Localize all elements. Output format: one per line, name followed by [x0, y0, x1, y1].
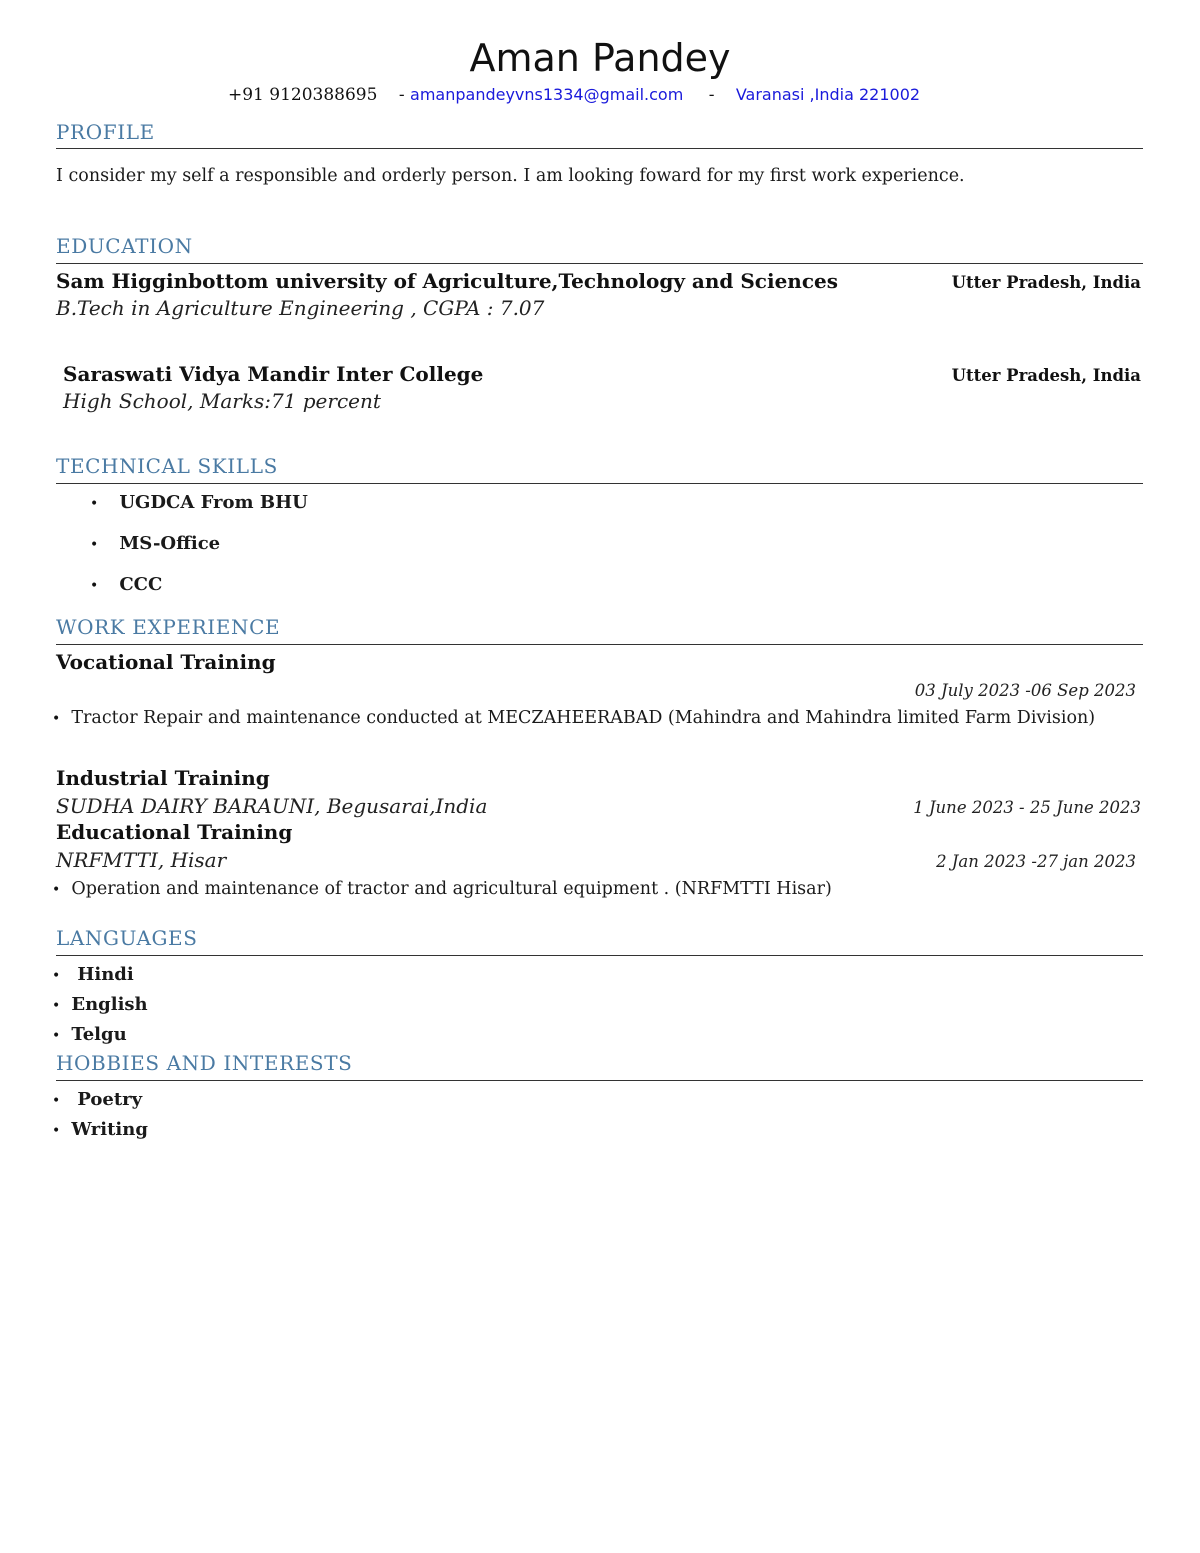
work-heading: Educational Training: [56, 820, 293, 844]
section-title-languages: LANGUAGES: [56, 926, 198, 950]
bullet-icon: •: [90, 496, 99, 512]
work-bullet-text: Tractor Repair and maintenance conducted at MECZAHEERABAD (Mahindra and Mahindra limited Farm Division): [71, 708, 1096, 728]
section-divider: [56, 148, 1143, 149]
section-divider: [56, 1080, 1143, 1081]
list-item: [52, 1024, 127, 1045]
education-detail: High School, Marks:71 percent: [63, 389, 381, 413]
list-item: [52, 708, 1095, 728]
candidate-name: Aman Pandey: [469, 36, 731, 80]
section-divider: [56, 955, 1143, 956]
work-date: 1 June 2023 - 25 June 2023: [913, 798, 1141, 817]
bullet-icon: •: [52, 882, 61, 898]
list-item: [52, 1089, 142, 1110]
bullet-icon: •: [52, 1123, 61, 1139]
work-heading: Industrial Training: [56, 766, 270, 790]
list-item: [52, 994, 148, 1015]
work-organization: SUDHA DAIRY BARAUNI, Begusarai,India: [56, 794, 488, 818]
contact-separator: -: [708, 85, 715, 105]
work-heading: Vocational Training: [56, 650, 276, 674]
phone-number: +91 9120388695: [228, 85, 378, 105]
language-label: Hindi: [77, 964, 134, 985]
bullet-icon: •: [52, 1028, 61, 1044]
bullet-icon: •: [90, 578, 99, 594]
work-bullet-text: Operation and maintenance of tractor and agricultural equipment . (NRFMTTI Hisar): [71, 879, 832, 899]
hobby-label: Poetry: [77, 1089, 143, 1110]
list-item: [52, 1119, 148, 1140]
contact-separator: -: [398, 85, 405, 105]
education-location: Utter Pradesh, India: [951, 273, 1141, 292]
section-divider: [56, 644, 1143, 645]
location-text: Varanasi ,India 221002: [735, 85, 921, 104]
section-title-skills: TECHNICAL SKILLS: [56, 454, 278, 478]
education-detail: B.Tech in Agriculture Engineering , CGPA : 7.07: [56, 296, 545, 320]
section-divider: [56, 263, 1143, 264]
work-date: 03 July 2023 -06 Sep 2023: [914, 681, 1136, 700]
bullet-icon: •: [52, 1093, 61, 1109]
list-item: [90, 492, 308, 513]
list-item: [52, 964, 134, 985]
list-item: [52, 879, 832, 899]
section-title-profile: PROFILE: [56, 120, 155, 144]
list-item: [90, 574, 162, 595]
bullet-icon: •: [52, 968, 61, 984]
email-link[interactable]: amanpandeyvns1334@gmail.com: [410, 85, 684, 104]
work-date: 2 Jan 2023 -27 jan 2023: [936, 852, 1136, 871]
bullet-icon: •: [52, 998, 61, 1014]
hobby-label: Writing: [71, 1119, 148, 1140]
language-label: Telgu: [71, 1024, 127, 1045]
bullet-icon: •: [52, 711, 61, 727]
skill-label: CCC: [119, 574, 163, 595]
education-institution: Saraswati Vidya Mandir Inter College: [63, 362, 484, 386]
section-title-education: EDUCATION: [56, 234, 193, 258]
education-location: Utter Pradesh, India: [951, 366, 1141, 385]
section-title-hobbies: HOBBIES AND INTERESTS: [56, 1051, 353, 1075]
list-item: [90, 533, 220, 554]
education-institution: Sam Higginbottom university of Agriculture,Technology and Sciences: [56, 269, 839, 293]
skill-label: MS-Office: [119, 533, 221, 554]
language-label: English: [71, 994, 148, 1015]
section-title-work: WORK EXPERIENCE: [56, 615, 281, 639]
bullet-icon: •: [90, 537, 99, 553]
section-divider: [56, 483, 1143, 484]
work-organization: NRFMTTI, Hisar: [56, 848, 227, 872]
profile-text: I consider my self a responsible and orderly person. I am looking foward for my first work experience.: [56, 166, 965, 186]
contact-line: [228, 85, 920, 105]
skill-label: UGDCA From BHU: [119, 492, 308, 513]
